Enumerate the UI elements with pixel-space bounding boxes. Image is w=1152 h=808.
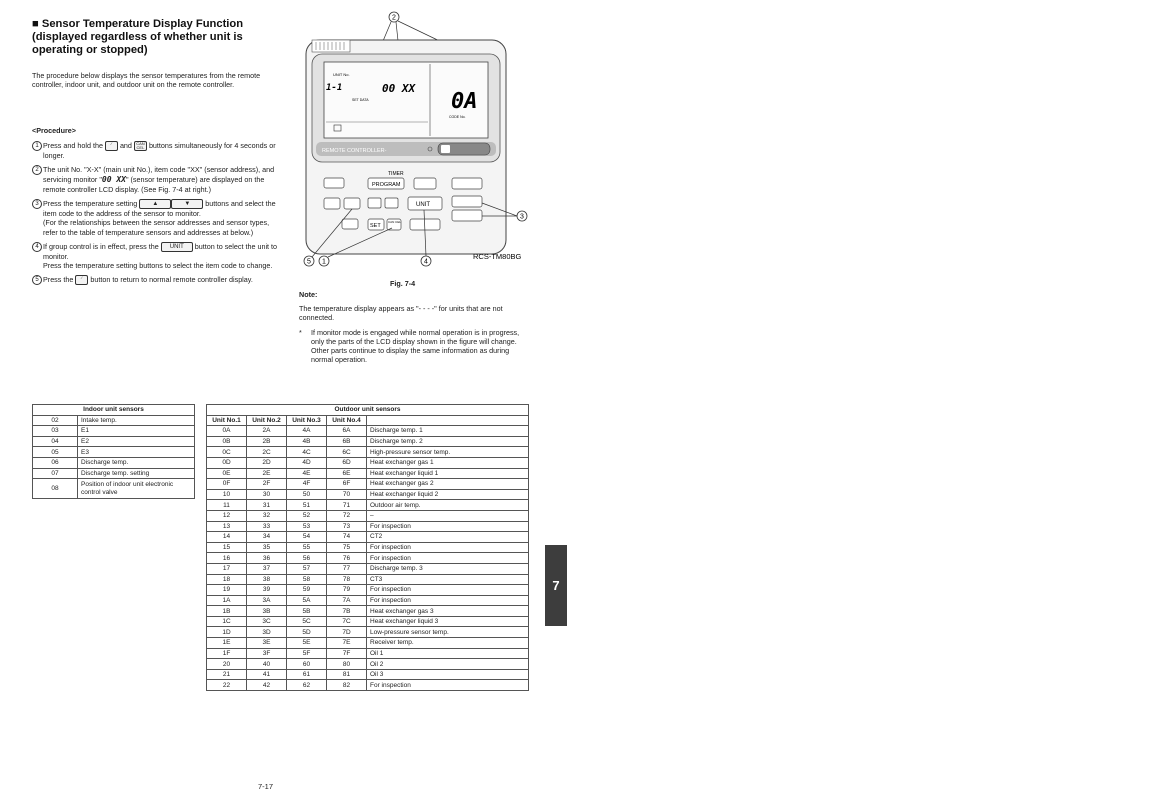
table-cell: 2D: [247, 457, 287, 468]
table-cell: 3A: [247, 595, 287, 606]
table-cell: 3E: [247, 638, 287, 649]
table-cell: Outdoor air temp.: [367, 500, 529, 511]
table-cell: Heat exchanger gas 2: [367, 479, 529, 490]
table-cell: E3: [78, 447, 195, 458]
fan-button: [414, 178, 436, 189]
table-row: [207, 489, 529, 500]
step-text: buttons simultaneously for 4 seconds or longer.: [43, 141, 276, 161]
table-row: [207, 595, 529, 606]
lcd-unit-label: UNIT No.: [333, 72, 350, 77]
table-cell: 6F: [327, 479, 367, 490]
table-row: [207, 542, 529, 553]
table-cell: 0C: [207, 447, 247, 458]
table-cell: 5C: [287, 616, 327, 627]
step-text: The unit No. "X-X" (main unit No.), item code "XX" (sensor address), and servicing monitor ": [43, 165, 275, 184]
table-cell: 04: [33, 436, 78, 447]
table-row: [33, 479, 195, 499]
timer-up-button: [368, 198, 381, 208]
table-cell: 1A: [207, 595, 247, 606]
table-cell: 2A: [247, 426, 287, 437]
mode-button: [324, 178, 344, 188]
table-cell: 7B: [327, 606, 367, 617]
step-number: 1: [32, 141, 42, 151]
lcd-code-no: CODE No.: [449, 115, 466, 119]
table-cell: For inspection: [367, 542, 529, 553]
section-heading: [32, 18, 272, 58]
table-cell: 52: [287, 510, 327, 521]
table-row: [207, 585, 529, 596]
temp-down-button-icon: ▼: [171, 199, 203, 209]
step-text: Press the temperature setting buttons to select the item code to change.: [43, 261, 273, 271]
table-row: [207, 426, 529, 437]
step-note: (For the relationships between the sensor addresses and sensor types, refer to the table of temperature sensors and addresses at below.): [43, 218, 270, 237]
table-cell: 07: [33, 468, 78, 479]
note-paragraph: The temperature display appears as "- - - -" for units that are not connected.: [299, 304, 503, 323]
table-cell: 2B: [247, 436, 287, 447]
table-cell: 13: [207, 521, 247, 532]
table-cell: 59: [287, 585, 327, 596]
table-cell: 6E: [327, 468, 367, 479]
table-cell: E2: [78, 436, 195, 447]
step-text: and: [119, 141, 132, 150]
note-title: Note:: [299, 290, 318, 299]
table-row: [207, 648, 529, 659]
table-cell: 30: [247, 489, 287, 500]
wrench-button-icon: ⁄: [105, 141, 118, 151]
table-cell: For inspection: [367, 521, 529, 532]
table-cell: 40: [247, 659, 287, 670]
table-cell: 5F: [287, 648, 327, 659]
table-cell: 12: [207, 510, 247, 521]
square-bullet-icon: ■: [32, 18, 39, 30]
table-cell: For inspection: [367, 585, 529, 596]
table-row: [207, 680, 529, 691]
table-cell: 53: [287, 521, 327, 532]
table-cell: 60: [287, 659, 327, 670]
note-asterisk-item: [299, 328, 529, 365]
table-cell: 6D: [327, 457, 367, 468]
figure-caption: Fig. 7-4: [390, 279, 416, 288]
step-text: " (sensor temperature) are displayed on the remote controller LCD display. (See Fig. 7-4 at right.): [43, 174, 265, 194]
table-cell: Discharge temp. setting: [78, 468, 195, 479]
table-cell: 0B: [207, 436, 247, 447]
table-cell: 4B: [287, 436, 327, 447]
table-cell: 7E: [327, 638, 367, 649]
page-number: 7-17: [258, 782, 274, 791]
table-cell: 82: [327, 680, 367, 691]
unit-button-label: UNIT: [416, 202, 430, 208]
table-cell: 3C: [247, 616, 287, 627]
table-cell: 05: [33, 447, 78, 458]
step-5: [32, 275, 282, 285]
table-cell: 31: [247, 500, 287, 511]
step-4: [32, 242, 282, 271]
table-cell: 72: [327, 510, 367, 521]
table-row: [33, 447, 195, 458]
table-cell: 73: [327, 521, 367, 532]
table-cell: 41: [247, 669, 287, 680]
table-cell: 22: [207, 680, 247, 691]
lcd-big-code: 0A: [451, 89, 478, 114]
table-cell: High-pressure sensor temp.: [367, 447, 529, 458]
table-cell: 4F: [287, 479, 327, 490]
table-cell: Oil 3: [367, 669, 529, 680]
table-cell: 38: [247, 574, 287, 585]
table-cell: Heat exchanger liquid 3: [367, 616, 529, 627]
table-cell: 5D: [287, 627, 327, 638]
table-cell: 20: [207, 659, 247, 670]
table-cell: 21: [207, 669, 247, 680]
notes-block: [299, 290, 529, 370]
table-row: [33, 436, 195, 447]
table-cell: 14: [207, 532, 247, 543]
table-cell: 56: [287, 553, 327, 564]
table-cell: 35: [247, 542, 287, 553]
note-paragraph: If monitor mode is engaged while normal operation is in progress, only the parts of the LCD display shown in the figure will change. Other parts continue to display the same information as during normal operation.: [311, 327, 520, 365]
procedure-steps: [32, 141, 282, 290]
table-row: [207, 468, 529, 479]
outdoor-sensor-table: [206, 404, 529, 691]
heading-text: Sensor Temperature Display Function (displayed regardless of whether unit is operating or stopped): [32, 18, 244, 57]
table-cell: 74: [327, 532, 367, 543]
callout-4: 4: [424, 258, 428, 266]
table-cell: 54: [287, 532, 327, 543]
step-text: button to select the unit to monitor.: [43, 241, 278, 261]
table-row: [207, 627, 529, 638]
table-cell: 19: [207, 585, 247, 596]
table-cell: 4D: [287, 457, 327, 468]
table-title: Outdoor unit sensors: [207, 405, 529, 416]
table-cell: 39: [247, 585, 287, 596]
table-cell: 57: [287, 563, 327, 574]
table-cell: 3D: [247, 627, 287, 638]
table-cell: 06: [33, 457, 78, 468]
table-cell: 1D: [207, 627, 247, 638]
table-cell: 18: [207, 574, 247, 585]
column-header: Unit No.1: [207, 415, 247, 426]
temp-up-button: [452, 196, 482, 207]
lcd-set-data: SET DATA: [352, 98, 369, 102]
table-cell: Oil 2: [367, 659, 529, 670]
table-cell: 7C: [327, 616, 367, 627]
table-cell: 03: [33, 426, 78, 437]
program-label: PROGRAM: [372, 182, 401, 188]
remote-controller-figure: [302, 10, 532, 270]
table-cell: Heat exchanger gas 1: [367, 457, 529, 468]
table-cell: 75: [327, 542, 367, 553]
table-row: [207, 553, 529, 564]
step-text: button to return to normal remote controller display.: [90, 275, 253, 285]
table-row: [207, 436, 529, 447]
step-text: Press the temperature setting: [43, 198, 138, 208]
table-cell: 17: [207, 563, 247, 574]
wrench-button: [344, 198, 360, 209]
table-cell: 33: [247, 521, 287, 532]
table-cell: Position of indoor unit electronic control valve: [78, 479, 195, 499]
table-cell: Heat exchanger liquid 1: [367, 468, 529, 479]
table-cell: Discharge temp. 1: [367, 426, 529, 437]
set-button-label: SET: [370, 223, 381, 229]
table-cell: 1B: [207, 606, 247, 617]
table-cell: 08: [33, 479, 78, 499]
table-cell: 1F: [207, 648, 247, 659]
table-row: [207, 500, 529, 511]
callout-1: 1: [322, 258, 326, 266]
temp-down-button: [452, 210, 482, 221]
step-text: Press the: [43, 275, 74, 285]
asterisk: *: [299, 327, 302, 337]
model-name: RCS-TM80BG: [473, 252, 522, 261]
table-cell: 77: [327, 563, 367, 574]
table-cell: 58: [287, 574, 327, 585]
table-cell: 5B: [287, 606, 327, 617]
table-cell: E1: [78, 426, 195, 437]
table-cell: For inspection: [367, 553, 529, 564]
table-cell: 6A: [327, 426, 367, 437]
column-header: Unit No.2: [247, 415, 287, 426]
table-cell: 6B: [327, 436, 367, 447]
table-cell: CT3: [367, 574, 529, 585]
table-cell: 4A: [287, 426, 327, 437]
table-cell: 32: [247, 510, 287, 521]
step-number: 4: [32, 242, 42, 252]
procedure-label: <Procedure>: [32, 126, 76, 135]
table-cell: 11: [207, 500, 247, 511]
table-row: [207, 606, 529, 617]
timer-down-button: [385, 198, 398, 208]
table-row: [33, 426, 195, 437]
table-row: [207, 574, 529, 585]
cancel-button-icon: CAN CEL: [134, 141, 147, 151]
table-cell: 7D: [327, 627, 367, 638]
table-cell: 0E: [207, 468, 247, 479]
table-cell: Receiver temp.: [367, 638, 529, 649]
step-text: If group control is in effect, press the: [43, 241, 159, 251]
table-cell: 0F: [207, 479, 247, 490]
louver-button: [452, 178, 482, 189]
table-cell: 1C: [207, 616, 247, 627]
table-cell: 0D: [207, 457, 247, 468]
table-cell: 2F: [247, 479, 287, 490]
table-row: [33, 457, 195, 468]
step-number: 5: [32, 275, 42, 285]
callout-3: 3: [520, 213, 524, 221]
table-cell: 81: [327, 669, 367, 680]
table-row: [207, 457, 529, 468]
table-cell: CT2: [367, 532, 529, 543]
chapter-tab: 7: [545, 545, 567, 626]
lcd-code-value: 00 XX: [382, 82, 416, 95]
table-cell: 0A: [207, 426, 247, 437]
table-cell: 62: [287, 680, 327, 691]
lcd-unit-value: 1-1: [326, 83, 343, 93]
table-row: [207, 510, 529, 521]
check-button: [324, 198, 340, 209]
temp-up-button-icon: ▲: [139, 199, 171, 209]
table-cell: 51: [287, 500, 327, 511]
table-row: [207, 659, 529, 670]
brand-strip: REMOTE CONTROLLER-: [322, 148, 387, 154]
callout-2: 2: [392, 14, 396, 22]
table-cell: 4C: [287, 447, 327, 458]
table-cell: 10: [207, 489, 247, 500]
step-number: 2: [32, 165, 42, 175]
table-cell: 34: [247, 532, 287, 543]
table-cell: For inspection: [367, 680, 529, 691]
indoor-sensor-table: [32, 404, 195, 499]
table-cell: 50: [287, 489, 327, 500]
table-cell: 78: [327, 574, 367, 585]
table-row: [207, 479, 529, 490]
table-cell: –: [367, 510, 529, 521]
table-row: [33, 415, 195, 426]
table-cell: 80: [327, 659, 367, 670]
table-cell: Heat exchanger liquid 2: [367, 489, 529, 500]
table-cell: 1E: [207, 638, 247, 649]
table-cell: 02: [33, 415, 78, 426]
cancel-button-label: CAN CEL: [388, 220, 402, 224]
table-cell: 16: [207, 553, 247, 564]
table-cell: 79: [327, 585, 367, 596]
table-row: [207, 563, 529, 574]
table-cell: For inspection: [367, 595, 529, 606]
table-cell: 71: [327, 500, 367, 511]
table-row: [207, 532, 529, 543]
table-cell: 2C: [247, 447, 287, 458]
table-cell: 36: [247, 553, 287, 564]
table-cell: Discharge temp.: [78, 457, 195, 468]
table-cell: 4E: [287, 468, 327, 479]
column-header: Unit No.3: [287, 415, 327, 426]
table-cell: 3F: [247, 648, 287, 659]
table-cell: Heat exchanger gas 3: [367, 606, 529, 617]
table-cell: 61: [287, 669, 327, 680]
step-1: [32, 141, 282, 160]
callout-5: 5: [307, 258, 311, 266]
wrench-button-icon: ⁄: [75, 275, 88, 285]
table-row: [207, 521, 529, 532]
table-title: Indoor unit sensors: [33, 405, 195, 416]
table-cell: 15: [207, 542, 247, 553]
table-row: [207, 447, 529, 458]
table-cell: 7A: [327, 595, 367, 606]
column-header: [367, 415, 529, 426]
column-header: Unit No.4: [327, 415, 367, 426]
table-row: [207, 669, 529, 680]
step-3: [32, 199, 282, 237]
table-cell: Discharge temp. 2: [367, 436, 529, 447]
table-cell: 5E: [287, 638, 327, 649]
table-cell: 70: [327, 489, 367, 500]
menu-button: [342, 219, 358, 229]
table-cell: Intake temp.: [78, 415, 195, 426]
table-cell: 3B: [247, 606, 287, 617]
step-number: 3: [32, 199, 42, 209]
table-cell: 76: [327, 553, 367, 564]
step-2: [32, 165, 282, 194]
table-cell: 2E: [247, 468, 287, 479]
table-cell: Oil 1: [367, 648, 529, 659]
unit-button-icon: UNIT: [161, 242, 193, 252]
table-cell: Discharge temp. 3: [367, 563, 529, 574]
table-row: [207, 638, 529, 649]
table-cell: Low-pressure sensor temp.: [367, 627, 529, 638]
table-cell: 42: [247, 680, 287, 691]
step-text: buttons and select the item code to the address of the sensor to monitor.: [43, 198, 276, 219]
table-row: [207, 616, 529, 627]
step-text: Press and hold the: [43, 141, 103, 150]
intro-text: The procedure below displays the sensor temperatures from the remote controller, indoor unit, and outdoor unit on the remote controller.: [32, 71, 261, 90]
table-cell: 5A: [287, 595, 327, 606]
table-cell: 55: [287, 542, 327, 553]
table-cell: 6C: [327, 447, 367, 458]
timer-label: TIMER: [388, 171, 404, 177]
table-cell: 7F: [327, 648, 367, 659]
table-row: [33, 468, 195, 479]
segment-display-text: 00 XX: [101, 174, 126, 184]
table-cell: 37: [247, 563, 287, 574]
